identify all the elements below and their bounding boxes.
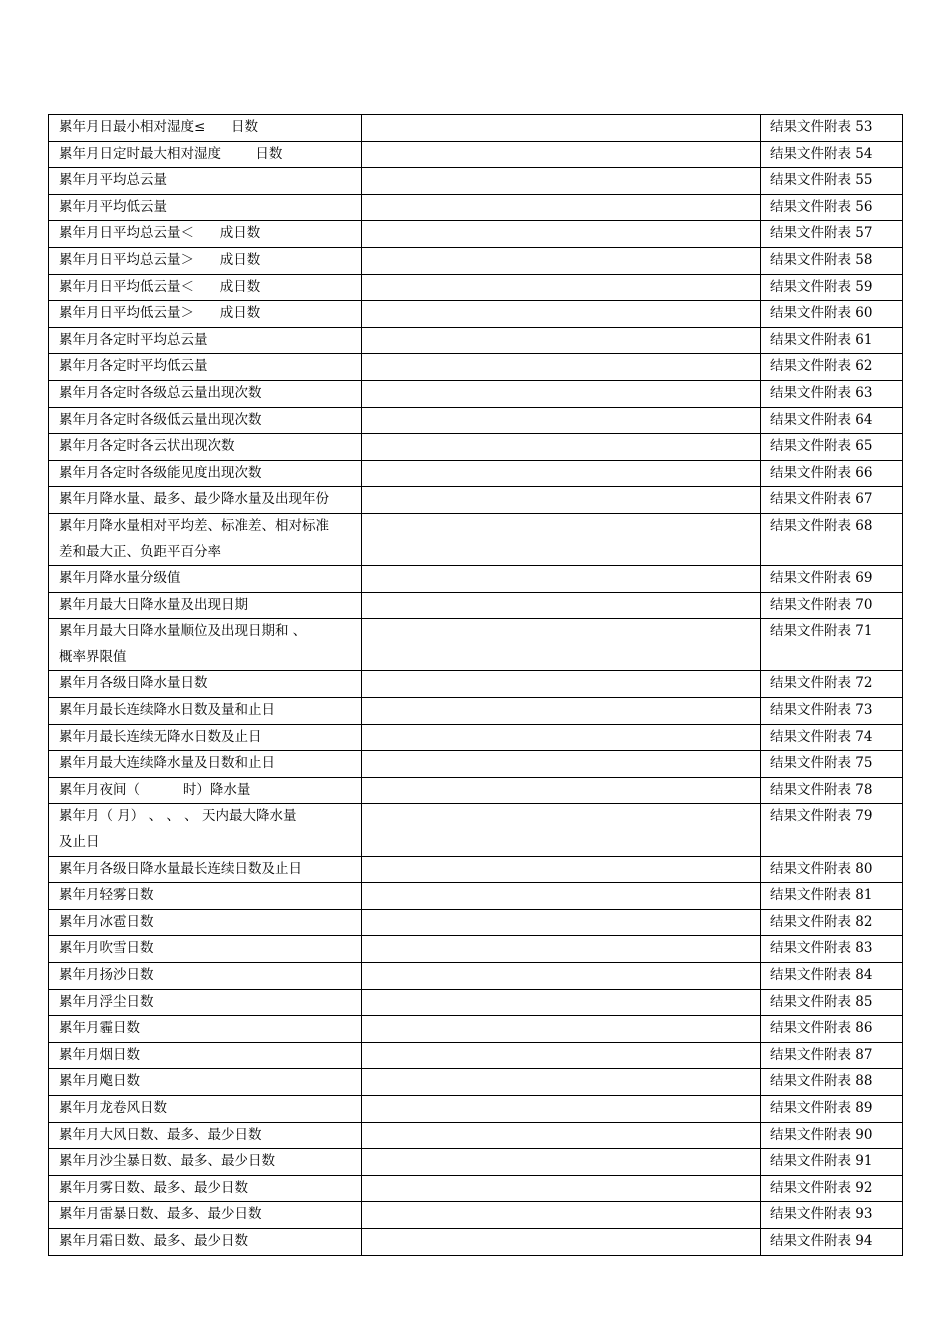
reference-cell: 结果文件附表 92 (761, 1175, 903, 1202)
item-cell: 累年月日平均总云量＜ 成日数 (49, 221, 362, 248)
reference-cell: 结果文件附表 55 (761, 168, 903, 195)
reference-cell: 结果文件附表 61 (761, 327, 903, 354)
reference-cell: 结果文件附表 83 (761, 936, 903, 963)
table-row (49, 380, 903, 407)
note-cell (362, 1095, 761, 1122)
reference-cell: 结果文件附表 72 (761, 671, 903, 698)
reference-cell: 结果文件附表 68 (761, 513, 903, 565)
table-row (49, 1016, 903, 1043)
note-cell (362, 434, 761, 461)
table-row (49, 247, 903, 274)
reference-cell: 结果文件附表 80 (761, 856, 903, 883)
note-cell (362, 963, 761, 990)
reference-cell: 结果文件附表 93 (761, 1202, 903, 1229)
note-cell (362, 698, 761, 725)
note-cell (362, 407, 761, 434)
note-cell (362, 1122, 761, 1149)
note-cell (362, 1175, 761, 1202)
item-cell: 累年月飑日数 (49, 1069, 362, 1096)
note-cell (362, 856, 761, 883)
item-cell: 累年月冰雹日数 (49, 909, 362, 936)
reference-cell: 结果文件附表 54 (761, 141, 903, 168)
note-cell (362, 221, 761, 248)
note-cell (362, 671, 761, 698)
reference-cell: 结果文件附表 91 (761, 1149, 903, 1176)
table-row (49, 1042, 903, 1069)
note-cell (362, 804, 761, 856)
table-row (49, 221, 903, 248)
reference-cell: 结果文件附表 74 (761, 724, 903, 751)
reference-cell: 结果文件附表 70 (761, 592, 903, 619)
item-cell: 累年月日平均低云量＜ 成日数 (49, 274, 362, 301)
item-cell: 累年月日定时最大相对湿度 日数 (49, 141, 362, 168)
item-cell: 累年月沙尘暴日数、最多、最少日数 (49, 1149, 362, 1176)
note-cell (362, 513, 761, 565)
item-cell: 累年月日最小相对湿度≤ 日数 (49, 115, 362, 142)
table-row (49, 354, 903, 381)
note-cell (362, 1228, 761, 1255)
table-row (49, 751, 903, 778)
reference-cell: 结果文件附表 78 (761, 777, 903, 804)
item-cell: 累年月日平均低云量＞ 成日数 (49, 301, 362, 328)
note-cell (362, 1202, 761, 1229)
note-cell (362, 274, 761, 301)
table-row (49, 856, 903, 883)
note-cell (362, 751, 761, 778)
item-cell: 累年月降水量分级值 (49, 566, 362, 593)
table-row (49, 909, 903, 936)
reference-cell: 结果文件附表 85 (761, 989, 903, 1016)
note-cell (362, 487, 761, 514)
note-cell (362, 1149, 761, 1176)
reference-cell: 结果文件附表 64 (761, 407, 903, 434)
item-cell: 累年月最长连续降水日数及量和止日 (49, 698, 362, 725)
item-cell: 累年月最大日降水量顺位及出现日期和 、 概率界限值 (49, 619, 362, 671)
item-cell: 累年月（ 月） 、 、 、 天内最大降水量 及止日 (49, 804, 362, 856)
note-cell (362, 115, 761, 142)
item-cell: 累年月扬沙日数 (49, 963, 362, 990)
reference-cell: 结果文件附表 82 (761, 909, 903, 936)
table-row (49, 619, 903, 671)
item-cell: 累年月平均低云量 (49, 194, 362, 221)
table-row (49, 407, 903, 434)
note-cell (362, 936, 761, 963)
reference-cell: 结果文件附表 79 (761, 804, 903, 856)
reference-cell: 结果文件附表 73 (761, 698, 903, 725)
item-cell: 累年月各定时平均低云量 (49, 354, 362, 381)
table-row (49, 777, 903, 804)
table-row (49, 194, 903, 221)
item-cell: 累年月夜间（ 时）降水量 (49, 777, 362, 804)
table-row (49, 883, 903, 910)
table-row (49, 1202, 903, 1229)
table-row (49, 804, 903, 856)
reference-cell: 结果文件附表 81 (761, 883, 903, 910)
table-row (49, 460, 903, 487)
reference-cell: 结果文件附表 88 (761, 1069, 903, 1096)
item-cell: 累年月各级日降水量最长连续日数及止日 (49, 856, 362, 883)
note-cell (362, 1069, 761, 1096)
reference-cell: 结果文件附表 86 (761, 1016, 903, 1043)
item-cell: 累年月各定时平均总云量 (49, 327, 362, 354)
item-cell: 累年月各定时各级能见度出现次数 (49, 460, 362, 487)
item-cell: 累年月烟日数 (49, 1042, 362, 1069)
table-row (49, 141, 903, 168)
item-cell: 累年月霾日数 (49, 1016, 362, 1043)
reference-cell: 结果文件附表 63 (761, 380, 903, 407)
reference-cell: 结果文件附表 75 (761, 751, 903, 778)
item-cell: 累年月吹雪日数 (49, 936, 362, 963)
reference-cell: 结果文件附表 57 (761, 221, 903, 248)
note-cell (362, 1042, 761, 1069)
reference-cell: 结果文件附表 66 (761, 460, 903, 487)
note-cell (362, 380, 761, 407)
table-body (49, 115, 903, 1256)
reference-cell: 结果文件附表 65 (761, 434, 903, 461)
table-row (49, 1069, 903, 1096)
item-cell: 累年月霜日数、最多、最少日数 (49, 1228, 362, 1255)
table-row (49, 1228, 903, 1255)
item-cell: 累年月各定时各云状出现次数 (49, 434, 362, 461)
table-row (49, 487, 903, 514)
reference-cell: 结果文件附表 84 (761, 963, 903, 990)
table-row (49, 698, 903, 725)
note-cell (362, 194, 761, 221)
reference-cell: 结果文件附表 67 (761, 487, 903, 514)
table-row (49, 168, 903, 195)
item-cell: 累年月雾日数、最多、最少日数 (49, 1175, 362, 1202)
note-cell (362, 909, 761, 936)
table-row (49, 513, 903, 565)
table-row (49, 115, 903, 142)
item-cell: 累年月降水量、最多、最少降水量及出现年份 (49, 487, 362, 514)
item-cell: 累年月雷暴日数、最多、最少日数 (49, 1202, 362, 1229)
reference-cell: 结果文件附表 56 (761, 194, 903, 221)
note-cell (362, 1016, 761, 1043)
note-cell (362, 566, 761, 593)
item-cell: 累年月大风日数、最多、最少日数 (49, 1122, 362, 1149)
reference-cell: 结果文件附表 69 (761, 566, 903, 593)
reference-cell: 结果文件附表 89 (761, 1095, 903, 1122)
note-cell (362, 301, 761, 328)
note-cell (362, 777, 761, 804)
item-cell: 累年月各定时各级总云量出现次数 (49, 380, 362, 407)
table-row (49, 327, 903, 354)
item-cell: 累年月龙卷风日数 (49, 1095, 362, 1122)
table-row (49, 566, 903, 593)
reference-cell: 结果文件附表 87 (761, 1042, 903, 1069)
table-row (49, 936, 903, 963)
table-row (49, 724, 903, 751)
table-row (49, 671, 903, 698)
statistics-items-table (48, 114, 903, 1256)
item-cell: 累年月日平均总云量＞ 成日数 (49, 247, 362, 274)
item-cell: 累年月轻雾日数 (49, 883, 362, 910)
note-cell (362, 168, 761, 195)
note-cell (362, 247, 761, 274)
item-cell: 累年月各级日降水量日数 (49, 671, 362, 698)
table-row (49, 301, 903, 328)
item-cell: 累年月降水量相对平均差、标准差、相对标准 差和最大正、负距平百分率 (49, 513, 362, 565)
table-row (49, 434, 903, 461)
note-cell (362, 327, 761, 354)
item-cell: 累年月浮尘日数 (49, 989, 362, 1016)
table-row (49, 1095, 903, 1122)
reference-cell: 结果文件附表 60 (761, 301, 903, 328)
table-row (49, 989, 903, 1016)
reference-cell: 结果文件附表 90 (761, 1122, 903, 1149)
note-cell (362, 883, 761, 910)
reference-cell: 结果文件附表 71 (761, 619, 903, 671)
reference-cell: 结果文件附表 94 (761, 1228, 903, 1255)
item-cell: 累年月平均总云量 (49, 168, 362, 195)
table-row (49, 592, 903, 619)
table-row (49, 1149, 903, 1176)
table-row (49, 1122, 903, 1149)
item-cell: 累年月最大日降水量及出现日期 (49, 592, 362, 619)
note-cell (362, 724, 761, 751)
note-cell (362, 141, 761, 168)
reference-cell: 结果文件附表 58 (761, 247, 903, 274)
note-cell (362, 460, 761, 487)
item-cell: 累年月各定时各级低云量出现次数 (49, 407, 362, 434)
reference-cell: 结果文件附表 53 (761, 115, 903, 142)
table-row (49, 1175, 903, 1202)
table-row (49, 274, 903, 301)
note-cell (362, 354, 761, 381)
item-cell: 累年月最大连续降水量及日数和止日 (49, 751, 362, 778)
note-cell (362, 989, 761, 1016)
reference-cell: 结果文件附表 59 (761, 274, 903, 301)
note-cell (362, 592, 761, 619)
table-row (49, 963, 903, 990)
reference-cell: 结果文件附表 62 (761, 354, 903, 381)
note-cell (362, 619, 761, 671)
item-cell: 累年月最长连续无降水日数及止日 (49, 724, 362, 751)
